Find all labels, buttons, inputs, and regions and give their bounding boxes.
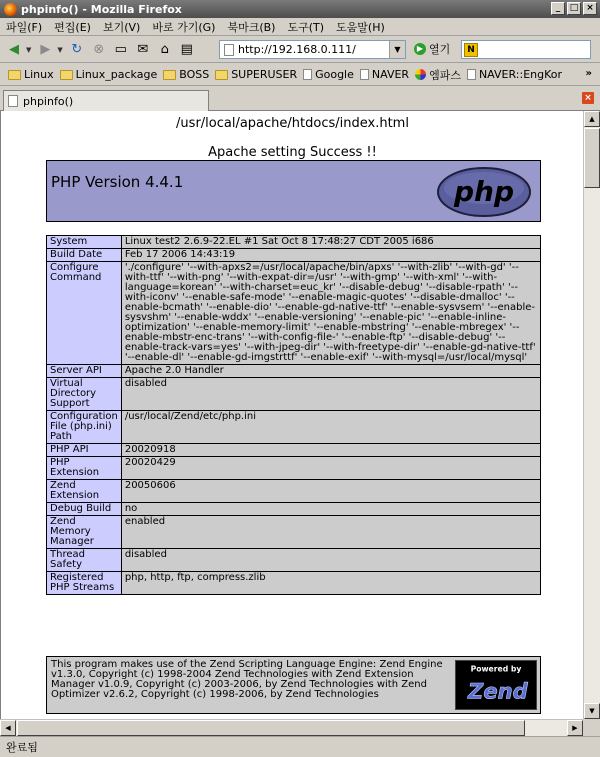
bookmark-linux-package[interactable]: Linux_package [60, 68, 158, 81]
row-key: Build Date [47, 249, 122, 262]
row-value: Linux test2 2.6.9-22.EL #1 Sat Oct 8 17:48:27 CDT 2005 i686 [121, 236, 540, 249]
scrollbar-corner [583, 719, 600, 736]
mail-icon[interactable]: ✉ [137, 42, 149, 57]
table-row [47, 249, 541, 262]
window-title: phpinfo() - Mozilla Firefox [21, 2, 182, 16]
row-value: 20020429 [121, 457, 540, 480]
bookmark-superuser[interactable]: SUPERUSER [215, 68, 297, 81]
row-value: 20050606 [121, 480, 540, 503]
folder-icon [60, 70, 73, 80]
zend-logo[interactable] [455, 660, 537, 710]
search-engine-icon[interactable]: N [464, 43, 478, 57]
menu-view[interactable]: 보기(V) [102, 20, 141, 34]
navigation-toolbar [0, 37, 600, 63]
new-window-icon[interactable]: ▭ [114, 42, 127, 57]
page-icon [224, 44, 234, 56]
search-box[interactable] [461, 40, 591, 59]
vertical-scrollbar[interactable] [583, 111, 600, 719]
go-button[interactable] [414, 41, 450, 57]
table-row [47, 480, 541, 503]
php-version-title: PHP Version 4.4.1 [51, 173, 184, 191]
status-bar [0, 736, 600, 757]
row-value: 20020918 [121, 444, 540, 457]
table-row [47, 444, 541, 457]
row-value: disabled [121, 378, 540, 411]
row-value: /usr/local/Zend/etc/php.ini [121, 411, 540, 444]
row-value: Apache 2.0 Handler [121, 365, 540, 378]
url-dropdown-icon[interactable]: ▼ [389, 41, 405, 58]
go-icon: ▶ [414, 43, 426, 55]
table-row [47, 411, 541, 444]
page-icon [467, 69, 476, 80]
back-arrow-icon[interactable]: ◀ [9, 42, 19, 57]
php-logo-text: php [453, 175, 515, 208]
bookmark-google[interactable]: Google [303, 68, 354, 81]
close-window-button[interactable]: × [583, 2, 597, 15]
page-path: /usr/local/apache/htdocs/index.html [176, 116, 409, 131]
status-text: 완료됨 [6, 741, 38, 754]
vertical-scroll-thumb[interactable] [584, 128, 600, 188]
table-row [47, 549, 541, 572]
stop-icon[interactable]: ⊗ [93, 42, 105, 57]
tab-phpinfo[interactable] [3, 90, 209, 111]
tab-bar [0, 87, 600, 111]
row-key: System [47, 236, 122, 249]
row-key: PHP API [47, 444, 122, 457]
bookmark-naver[interactable]: NAVER [360, 68, 409, 81]
address-bar[interactable] [219, 40, 406, 59]
zend-credits-text: This program makes use of the Zend Scripting Language Engine: Zend Engine v1.3.0, Copyright (c) 1998-2004 Zend Technologies with Zend Extension Manager v1.0.9, Copyright (c) 2003-2006, by Zend Technologies with Zend Optimizer v2.6.2, Copyright (c) 1998-2006, by Zend Technologies [51, 659, 443, 700]
horizontal-scroll-thumb[interactable] [17, 720, 525, 736]
row-key: Registered PHP Streams [47, 572, 122, 595]
go-label: 열기 [429, 43, 451, 56]
table-row [47, 378, 541, 411]
bookmark-boss[interactable]: BOSS [163, 68, 209, 81]
horizontal-scrollbar[interactable] [0, 719, 583, 736]
scroll-right-icon[interactable]: ▶ [567, 720, 583, 736]
menu-bar [0, 18, 600, 36]
forward-arrow-icon[interactable]: ▶ [40, 42, 51, 57]
forward-dropdown-icon[interactable]: ▼ [57, 45, 63, 54]
page-icon [360, 69, 369, 80]
row-key: Configure Command [47, 262, 122, 365]
url-input[interactable] [238, 43, 388, 56]
row-value: php, http, ftp, compress.zlib [121, 572, 540, 595]
bookmarks-overflow-button[interactable]: » [585, 68, 592, 79]
menu-go[interactable]: 바로 가기(G) [152, 20, 216, 34]
menu-file[interactable]: 파일(F) [6, 20, 43, 34]
bookmarks-toolbar [0, 64, 600, 86]
scroll-down-icon[interactable]: ▼ [584, 703, 600, 719]
table-row [47, 572, 541, 595]
zend-logo-top-text: Powered by [470, 664, 522, 674]
table-row [47, 236, 541, 249]
row-key: Zend Memory Manager [47, 516, 122, 549]
table-row [47, 365, 541, 378]
scroll-up-icon[interactable]: ▲ [584, 111, 600, 127]
row-key: Thread Safety [47, 549, 122, 572]
firefox-icon [4, 3, 17, 16]
php-logo[interactable] [436, 166, 532, 218]
minimize-button[interactable]: _ [551, 2, 565, 15]
row-value: Feb 17 2006 14:43:19 [121, 249, 540, 262]
table-row [47, 516, 541, 549]
maximize-button[interactable]: □ [567, 2, 581, 15]
table-row [47, 457, 541, 480]
print-icon[interactable]: ▤ [180, 42, 193, 57]
menu-bookmarks[interactable]: 북마크(B) [227, 20, 276, 34]
row-value: disabled [121, 549, 540, 572]
tab-label: phpinfo() [23, 94, 74, 108]
menu-edit[interactable]: 편집(E) [54, 20, 91, 34]
row-key: PHP Extension [47, 457, 122, 480]
globe-icon [415, 69, 426, 80]
php-info-table [46, 235, 541, 595]
close-tab-button[interactable]: × [582, 92, 594, 104]
table-row [47, 262, 541, 365]
page-icon [8, 95, 18, 107]
scroll-left-icon[interactable]: ◀ [0, 720, 16, 736]
bookmark-empas[interactable]: 엠파스 [415, 67, 461, 83]
menu-tools[interactable]: 도구(T) [287, 20, 325, 34]
success-message: Apache setting Success !! [208, 145, 377, 160]
row-key: Debug Build [47, 503, 122, 516]
zend-logo-main-text: Zend [468, 678, 528, 704]
row-value: enabled [121, 516, 540, 549]
row-key: Virtual Directory Support [47, 378, 122, 411]
row-key: Zend Extension [47, 480, 122, 503]
row-key: Configuration File (php.ini) Path [47, 411, 122, 444]
reload-icon[interactable]: ↻ [71, 42, 83, 57]
table-row [47, 503, 541, 516]
home-icon[interactable]: ⌂ [160, 42, 169, 57]
back-dropdown-icon[interactable]: ▼ [26, 45, 32, 54]
folder-icon [8, 70, 21, 80]
row-key: Server API [47, 365, 122, 378]
row-value: './configure' '--with-apxs2=/usr/local/apache/bin/apxs' '--with-zlib' '--with-gd' '--with-ttf' '--with-png' '--with-expat-dir=/usr' '--with-gmp' '--with-xml' '--with-language=korean' '--with-charset=euc_kr' '--disable-debug' '--disable-rpath' '--with-iconv' '--enable-safe-mode' '--enable-magic-quotes' '--disable-dmalloc' '--enable-bcmath' '--enable-dio' '--enable-gd-native-ttf' '--enable-sysvsem' '--enable-sysvshm' '--enable-wddx' '--enable-versioning' '--enable-pic' '--enable-inline-optimization' '--enable-memory-limit' '--enable-mbstring' '--enable-mbregex' '--enable-mbstr-enc-trans' '--with-config-file-' '--enable-ftp' '--disable-debug' '--enable-track-vars=yes' '--with-jpeg-dir' '--with-freetype-dir' '--enable-gd-native-ttf' '--enable-dl' '--enable-gd-imgstrttf' '--enable-exif' '--with-mysql=/usr/local/mysql' [121, 262, 540, 365]
zend-credits-box [46, 656, 541, 714]
menu-help[interactable]: 도움말(H) [336, 20, 385, 34]
row-value: no [121, 503, 540, 516]
folder-icon [215, 70, 228, 80]
window-controls [551, 2, 597, 15]
bookmark-naver-engkor[interactable]: NAVER::EngKor [467, 68, 562, 81]
php-version-header [46, 160, 541, 222]
window-titlebar [0, 0, 600, 18]
bookmark-linux[interactable]: Linux [8, 68, 54, 81]
folder-icon [163, 70, 176, 80]
page-content [0, 111, 583, 719]
page-icon [303, 69, 312, 80]
